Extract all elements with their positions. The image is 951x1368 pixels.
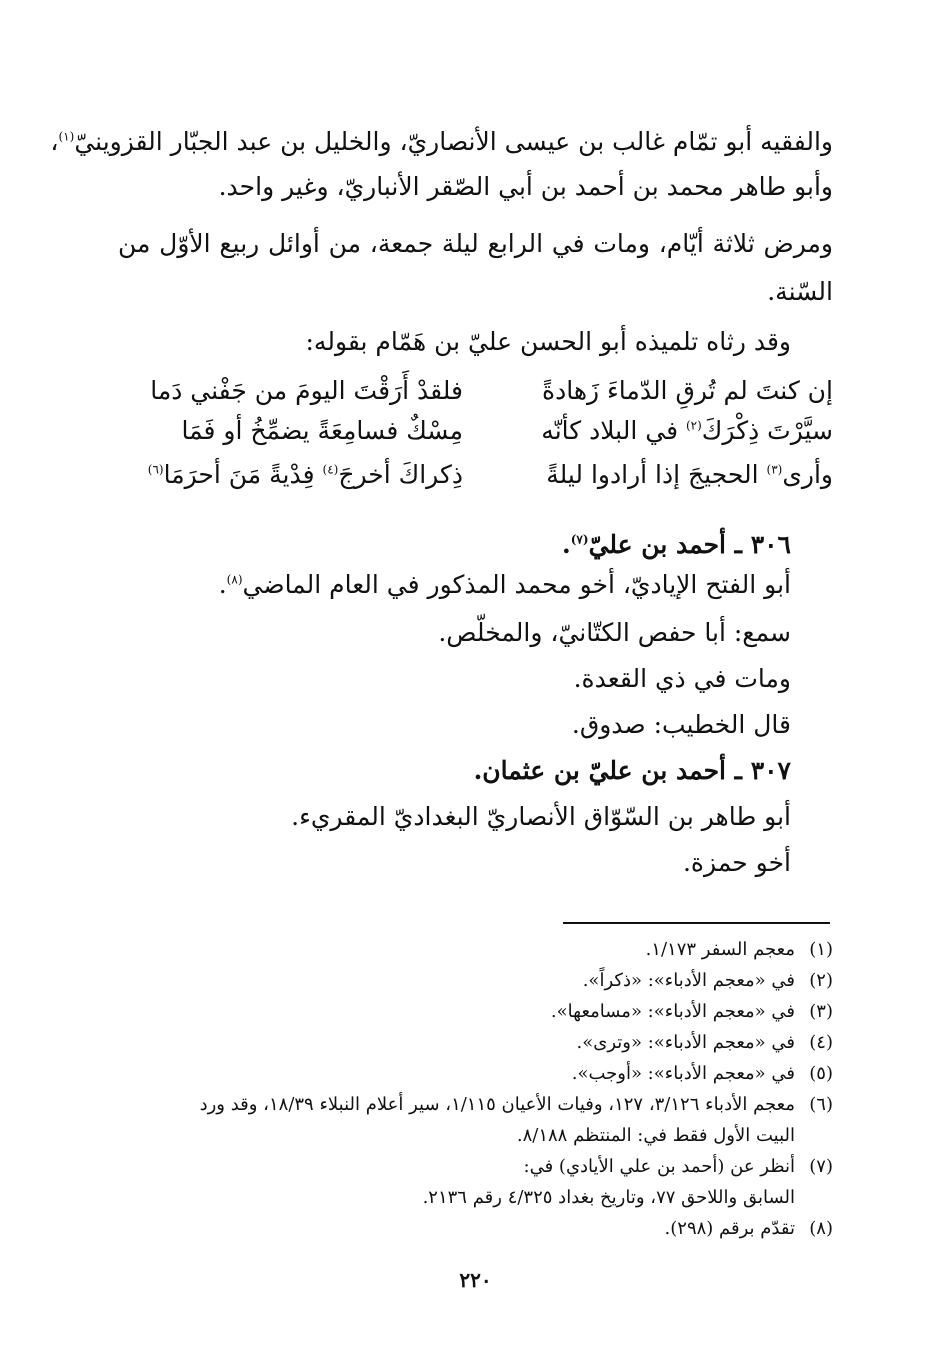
poem-verse-3 [118,460,833,502]
intro-paragraph-3: وقد رثاه تلميذه أبو الحسن عليّ بن هَمّام بقوله: [305,327,791,356]
punct: . [218,570,227,599]
footnote-continuation: البيت الأول فقط في: المنتظم ٨/١٨٨. [516,1125,795,1146]
footnote-number: (٧) [809,1156,833,1177]
page-number: ٢٢٠ [459,1268,492,1292]
footnote-ref: (٧) [570,532,589,547]
entry-306-line-2: سمع: أبا حفص الكتّانيّ، والمخلّص. [438,618,791,647]
intro-line-1 [50,120,833,164]
verse-text: وأرى [782,460,833,489]
footnote-number: (٢) [809,970,833,991]
verse-hemistich-2 [118,460,463,489]
entry-306-line-1 [118,560,791,610]
verse-text: سيَّرْتَ ذِكْرَكَ [701,416,833,445]
poem-verse-1 [118,376,833,418]
footnote-ref: (٦) [147,462,164,477]
footnote-text: تقدّم برقم (٢٩٨). [664,1218,795,1239]
footnote-divider [563,922,830,924]
footnote-text: في «معجم الأدباء»: «أوجب». [571,1063,795,1084]
entry-306-line-3: ومات في ذي القعدة. [573,664,791,693]
footnote-number: (١) [809,939,833,960]
footnote-text: في «معجم الأدباء»: «مسامعها». [550,1001,795,1022]
verse-hemistich-1 [488,416,833,445]
footnote-ref: (٨) [226,572,243,587]
verse-text: فِدْيةً مَنَ أحرَمَا [163,460,323,489]
intro-paragraph-2: ومرض ثلاثة أيّام، ومات في الرابع ليلة جمعة، من أوائل ربيع الأوّل من السّنة. [118,229,833,306]
punct: ، [50,127,59,156]
entry-307-line-1: أبو طاهر بن السّوّاق الأنصاريّ البغداديّ المقريء. [291,802,791,831]
intro-text: والفقيه أبو تمّام غالب بن عيسى الأنصاريّ، والخليل بن عبد الجبّار القزوينيّ [74,127,833,156]
footnote-ref: (٣) [766,462,783,477]
entry-text: أبو الفتح الإياديّ، أخو محمد المذكور في العام الماضي [242,570,791,599]
verse-text: ذِكراكَ أخرجَ [338,460,463,489]
footnote-text: أنظر عن (أحمد بن علي الأيادي) في: [523,1156,795,1177]
footnote-5 [113,1058,833,1089]
entry-307-heading: ٣٠٧ ـ أحمد بن عليّ بن عثمان. [473,756,791,785]
entry-306-line-4: قال الخطيب: صدوق. [571,710,791,739]
footnote-6 [113,1089,833,1151]
poem-verse-2 [118,416,833,458]
footnote-continuation: السابق واللاحق ٧٧، وتاريخ بغداد ٤/٣٢٥ رقم ٢١٣٦. [422,1187,795,1208]
footnote-text: معجم الأدباء ٣/١٢٦، ١٢٧، وفيات الأعيان ١/١١٥، سير أعلام النبلاء ١٨/٣٩، وقد ورد [199,1094,795,1115]
verse-hemistich-2: فلقدْ أَرَقْتَ اليومَ من جَفْني دَما [150,376,463,405]
footnote-4 [113,1027,833,1058]
footnote-3 [113,996,833,1027]
punct: . [562,530,571,559]
verse-hemistich-2: مِسْكٌ فسامِعَةً يضمِّخُ أو فَمَا [181,416,463,445]
footnote-7 [113,1151,833,1213]
footnote-ref: (٤) [322,462,339,477]
footnote-number: (٥) [809,1063,833,1084]
verse-hemistich-1: إن كنتَ لم تُرقِ الدّماءَ زَهادةً [542,376,833,405]
footnote-text: في «معجم الأدباء»: «ذكراً». [582,970,795,991]
footnote-number: (٨) [809,1218,833,1239]
entry-heading-text: ٣٠٦ ـ أحمد بن عليّ [588,530,791,559]
footnote-number: (٣) [809,1001,833,1022]
footnote-number: (٦) [809,1094,833,1115]
verse-text: في البلاد كأنّه [541,416,686,445]
footnote-text: في «معجم الأدباء»: «وترى». [576,1032,795,1053]
footnote-number: (٤) [809,1032,833,1053]
verse-hemistich-1 [488,460,833,489]
footnote-2 [113,965,833,996]
footnote-ref: (١) [58,129,75,144]
intro-line-2: وأبو طاهر محمد بن أحمد بن أبي الصّقر الأنباريّ، وغير واحد. [218,172,833,201]
footnote-1 [113,934,833,965]
footnote-ref: (٢) [685,418,702,433]
footnote-text: معجم السفر ١/١٧٣. [645,939,795,960]
entry-307-line-2: أخو حمزة. [682,848,791,877]
verse-text: الحجيجَ إذا أرادوا ليلةً [546,460,767,489]
footnote-8 [113,1213,833,1244]
